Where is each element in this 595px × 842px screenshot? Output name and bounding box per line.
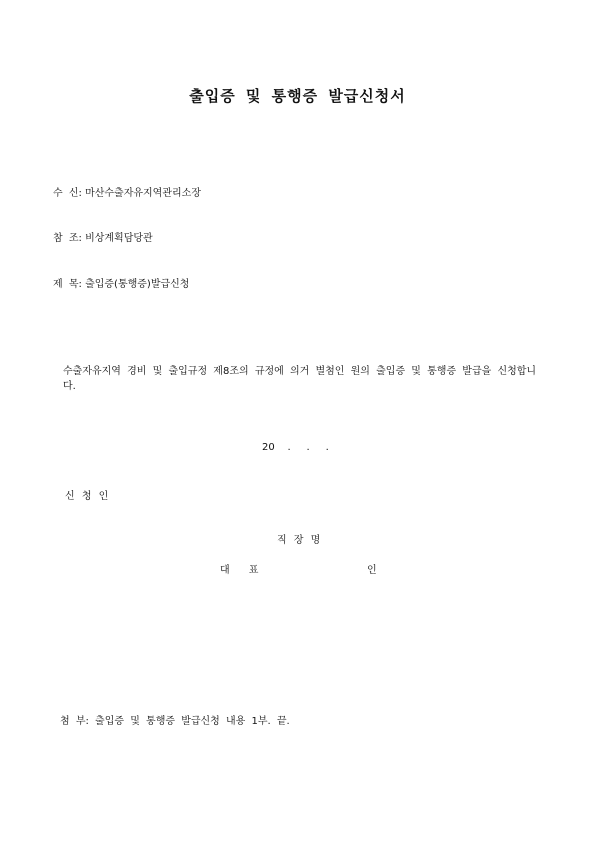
applicant-label: 신 청 인 [65,491,109,502]
reference-value: 비상계획담당관 [85,233,153,244]
subject-label: 제 목: [53,279,82,290]
job-title-label: 직 장 명 [277,535,321,546]
representative-label: 대 표 [220,565,259,576]
seal-label: 인 [367,565,377,576]
document-title: 출입증 및 통행증 발급신청서 [189,87,406,105]
recipient-label: 수 신: [53,188,82,199]
application-date: 20 . . . [262,442,329,453]
recipient-line [53,184,201,199]
subject-value: 출입증(통행증)발급신청 [85,279,190,290]
reference-line [53,229,153,244]
reference-label: 참 조: [53,233,82,244]
recipient-value: 마산수출자유지역관리소장 [85,188,201,199]
body-paragraph: 수출자유지역 경비 및 출입규정 제8조의 규정에 의거 별첨인 원의 출입증 및 통행증 발급을 신청합니다. [63,366,537,392]
attachment-line: 첨 부: 출입증 및 통행증 발급신청 내용 1부. 끝. [60,716,290,727]
subject-line [53,275,189,290]
